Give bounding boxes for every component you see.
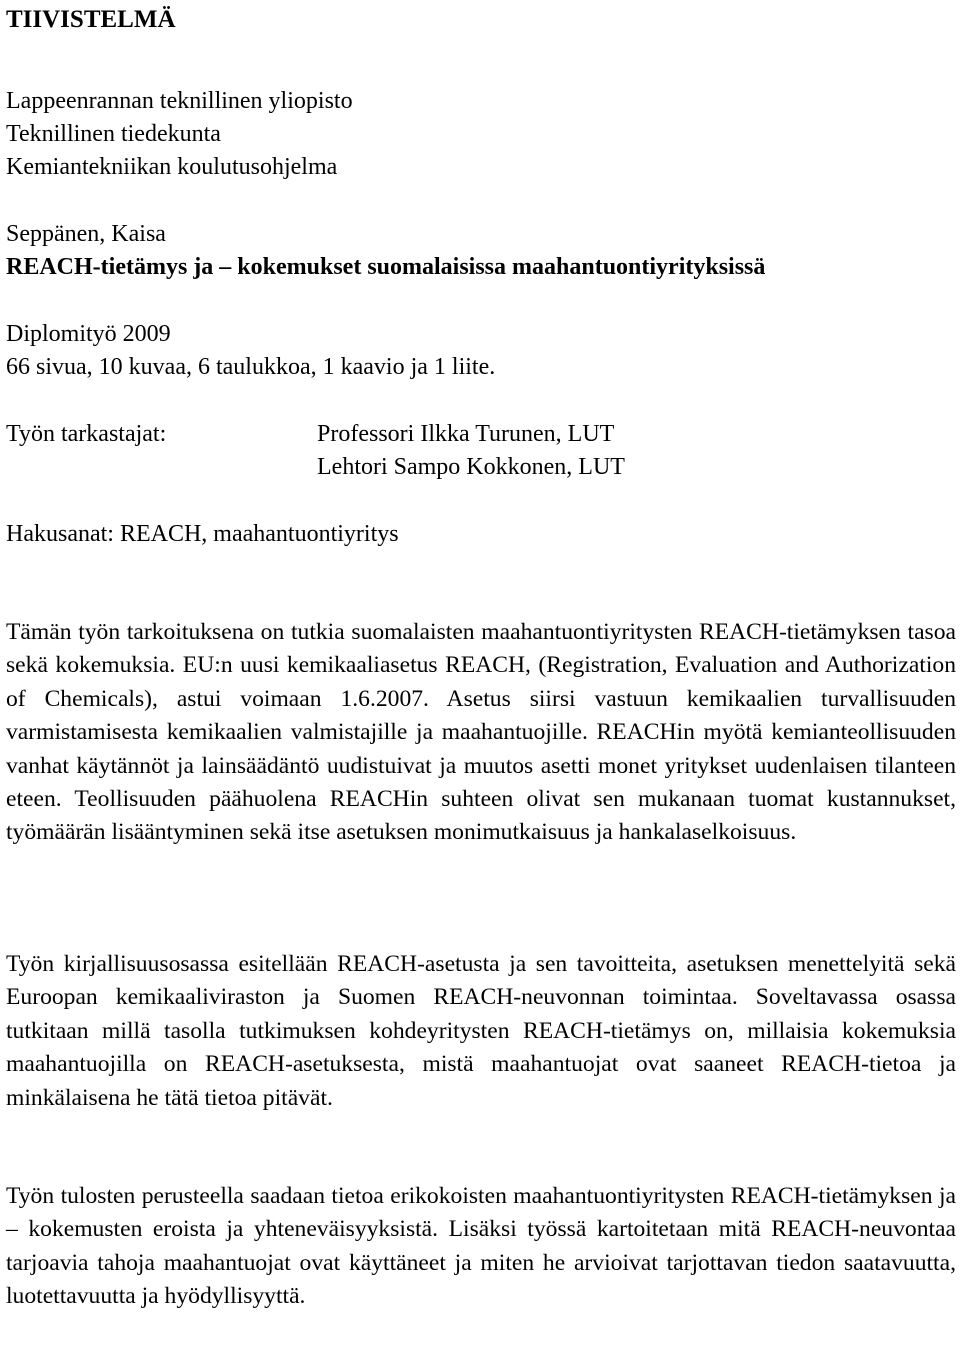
thesis-title: REACH-tietämys ja – kokemukset suomalaisissa maahantuontiyrityksissä [6, 254, 766, 280]
programme-name: Kemiantekniikan koulutusohjelma [6, 154, 338, 180]
abstract-paragraph-2: Työn kirjallisuusosassa esitellään REACH-asetusta ja sen tavoitteita, asetuksen menettelyitä sekä Euroopan kemikaaliviraston ja Suomen REACH-neuvonnan toimintaa. Soveltavassa osassa tutkitaan millä tasolla tutkimuksen kohdeyritysten REACH-tietämys on, millaisia kokemuksia maahantuojilla on REACH-asetuksesta, mistä maahantuojat ovat saaneet REACH-tietoa ja minkälaisena he tätä tietoa pitävät. [6, 951, 956, 1111]
abstract-paragraph-3: Työn tulosten perusteella saadaan tietoa erikokoisten maahantuontiyritysten REACH-tietämyksen ja – kokemusten eroista ja yhteneväisyyksistä. Lisäksi työssä kartoitetaan mitä REACH-neuvontaa tarjoavia tahoja maahantuojat ovat käyttäneet ja miten he arvioivat tarjottavan tiedon saatavuutta, luotettavuutta ja hyödyllisyyttä. [6, 1183, 956, 1310]
thesis-info-block [6, 318, 495, 384]
reviewers-label: Työn tarkastajat: [6, 421, 167, 447]
faculty-name: Teknillinen tiedekunta [6, 121, 221, 147]
page-title: TIIVISTELMÄ [6, 6, 176, 33]
reviewers-list [317, 418, 625, 484]
author-name: Seppänen, Kaisa [6, 221, 166, 247]
institution-block [6, 85, 353, 184]
reviewer-name: Lehtori Sampo Kokkonen, LUT [317, 454, 625, 480]
keywords: Hakusanat: REACH, maahantuontiyritys [6, 521, 399, 547]
author-block [6, 218, 765, 284]
thesis-type: Diplomityö 2009 [6, 321, 171, 347]
abstract-paragraph-1: Tämän työn tarkoituksena on tutkia suomalaisten maahantuontiyritysten REACH-tietämyksen tasoa sekä kokemuksia. EU:n uusi kemikaaliasetus REACH, (Registration, Evaluation and Authorization of Chemicals), astui voimaan 1.6.2007. Asetus siirsi vastuun kemikaalien turvallisuuden varmistamisesta kemikaalien valmistajille ja maahantuojille. REACHin myötä kemianteollisuuden vanhat käytännöt ja lainsäädäntö uudistuivat ja muutos asetti monet yritykset uudenlaisen tilanteen eteen. Teollisuuden päähuolena REACHin suhteen olivat sen mukanaan tuomat kustannukset, työmäärän lisääntyminen sekä itse asetuksen monimutkaisuus ja hankalaselkoisuus. [6, 619, 956, 846]
keywords-block [6, 518, 399, 551]
university-name: Lappeenrannan teknillinen yliopisto [6, 88, 353, 114]
thesis-stats: 66 sivua, 10 kuvaa, 6 taulukkoa, 1 kaavio ja 1 liite. [6, 354, 496, 380]
reviewer-name: Professori Ilkka Turunen, LUT [317, 421, 615, 447]
